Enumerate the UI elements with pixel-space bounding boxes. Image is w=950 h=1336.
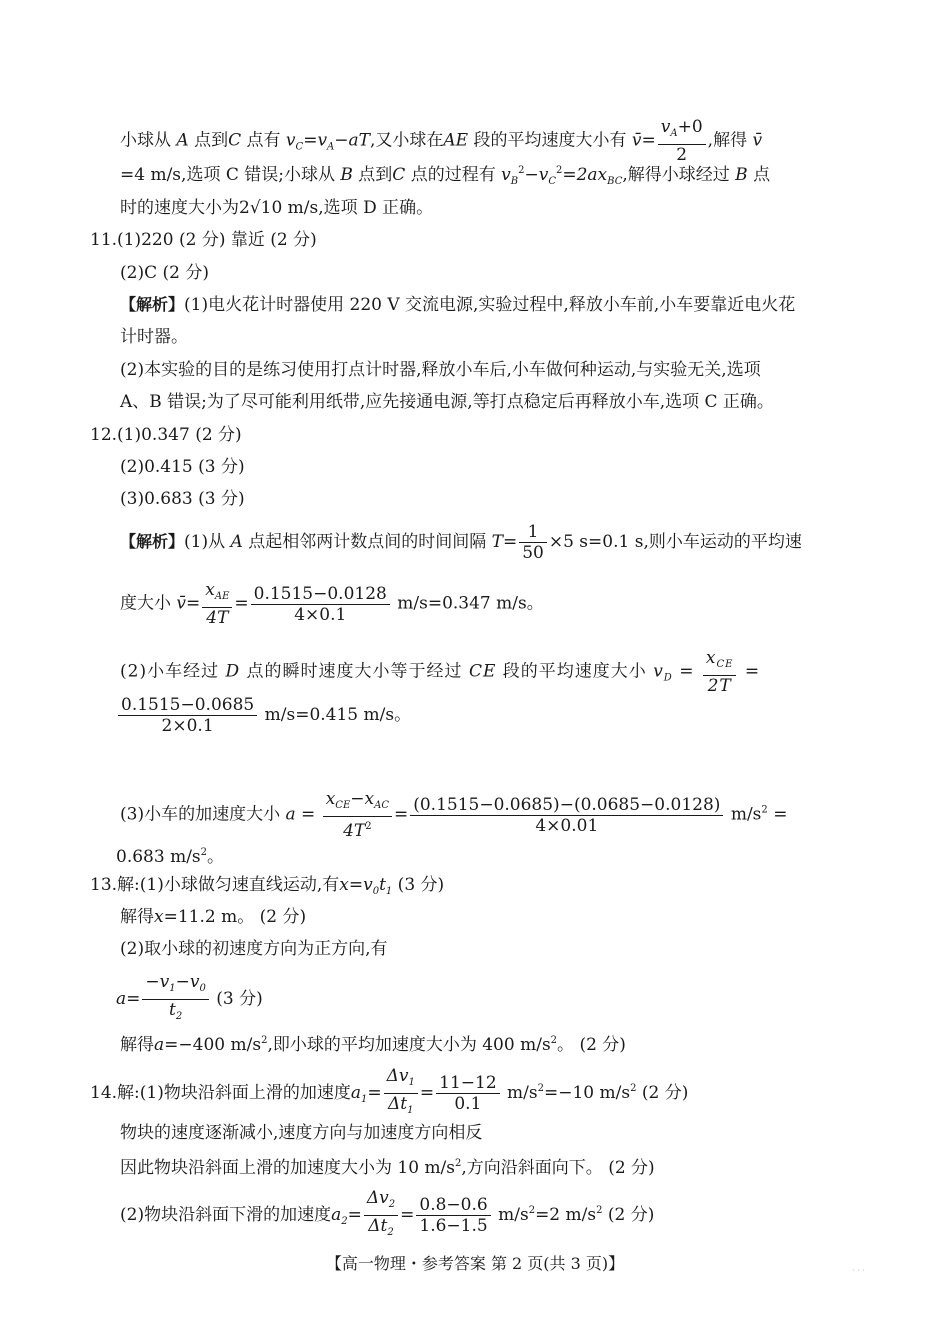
q14-fraction-4: $\frac{0.8-0.6}{1.6-1.5}$ — [416, 1195, 490, 1236]
q14-fraction-1: $\frac{\Delta v_1}{\Delta t_1}$ — [384, 1066, 418, 1121]
q10-line-3: 时的速度大小为2√10 m/s,选项 D 正确。 — [120, 198, 434, 218]
q12-analysis-3: (2)小车经过 D 点的瞬时速度大小等于经过 CE 段的平均速度大小 $v_D$ = $\frac{x_{CE}}{2T}$ = — [120, 648, 761, 696]
q13-fraction: $\frac{-v_1-v_0}{t_2}$ — [142, 972, 208, 1027]
q13-line-4: a= $\frac{-v_1-v_0}{t_2}$ (3 分) — [116, 972, 263, 1027]
q10-line-2: =4 m/s,选项 C 错误;小球从 B 点到C 点的过程有 $v_B^2-v_C^2=2ax_{BC}$,解得小球经过 B 点 — [120, 165, 771, 187]
q12-fraction-1: $\frac{1}{50}$ — [519, 522, 547, 563]
q13-line-1: 13.解:(1)小球做匀速直线运动,有$x=v_0t_1$ (3 分) — [90, 875, 445, 897]
q12-answer-3: (3)0.683 (3 分) — [120, 489, 245, 509]
q12-analysis-1: 【解析】(1)从 A 点起相邻两计数点间的时间间隔 T= $\frac{1}{50}$ ×5 s=0.1 s,则小车运动的平均速 — [120, 522, 802, 563]
q12-analysis-2: 度大小 v̄= $\frac{x_{AE}}{4T}$ = $\frac{0.1515-0.0128}{4\times 0.1}$ m/s=0.347 m/s。 — [120, 580, 544, 628]
q14-line-2: 物块的速度逐渐减小,速度方向与加速度方向相反 — [120, 1123, 483, 1143]
q12-fraction-5: $\frac{0.1515-0.0685}{2\times 0.1}$ — [118, 695, 257, 736]
q11-analysis-4: A、B 错误;为了尽可能利用纸带,应先接通电源,等打点稳定后再释放小车,选项 C 正确。 — [120, 392, 774, 412]
q12-answer-2: (2)0.415 (3 分) — [120, 457, 245, 477]
q13-line-3: (2)取小球的初速度方向为正方向,有 — [120, 939, 388, 959]
q12-analysis-5: (3)小车的加速度大小 a = $\frac{x_{CE}-x_{AC}}{4T^2}$ = $\frac{(0.1515-0.0685)-(0.0685-0.0128)}{4\times 0.01}$ $m/s^2$ = — [120, 789, 788, 841]
q12-fraction-2: $\frac{x_{AE}}{4T}$ — [202, 580, 232, 628]
q12-fraction-3: $\frac{0.1515-0.0128}{4\times 0.1}$ — [251, 584, 390, 625]
page-footer: 【高一物理・参考答案 第 2 页(共 3 页)】 — [325, 1254, 625, 1273]
q12-answer-1: 12.(1)0.347 (2 分) — [90, 425, 242, 445]
analysis-tag: 【解析】 — [120, 295, 185, 314]
q14-line-3: 因此物块沿斜面上滑的加速度大小为 10 $m/s^2$,方向沿斜面向下。 (2 分) — [120, 1158, 655, 1178]
q14-line-1: 14.解:(1)物块沿斜面上滑的加速度$a_1=$ $\frac{\Delta v_1}{\Delta t_1}$ = $\frac{11-12}{0.1}$ $m/s^2=-10$ $m/s^2$ (2 分) — [90, 1066, 688, 1121]
q14-fraction-2: $\frac{11-12}{0.1}$ — [436, 1073, 500, 1114]
q12-fraction-6: $\frac{x_{CE}-x_{AC}}{4T^2}$ — [323, 789, 392, 841]
q11-analysis-1: 【解析】(1)电火花计时器使用 220 V 交流电源,实验过程中,释放小车前,小车要靠近电火花 — [120, 295, 796, 315]
q14-fraction-3: $\frac{\Delta v_2}{\Delta t_2}$ — [364, 1188, 398, 1243]
q11-analysis-2: 计时器。 — [120, 327, 188, 347]
q14-line-4: (2)物块沿斜面下滑的加速度$a_2=$ $\frac{\Delta v_2}{\Delta t_2}$ = $\frac{0.8-0.6}{1.6-1.5}$ $m/s^2=2$ $m/s^2$ (2 分) — [120, 1188, 654, 1243]
decorative-dots: · · · — [852, 1266, 865, 1275]
q13-line-2: 解得x=11.2 m。 (2 分) — [120, 907, 307, 927]
q13-line-5: 解得a=−400 $m/s^2$,即小球的平均加速度大小为 400 $m/s^2$。 (2 分) — [120, 1035, 626, 1055]
q11-analysis-3: (2)本实验的目的是练习使用打点计时器,释放小车后,小车做何种运动,与实验无关,选项 — [120, 360, 761, 380]
q11-answer-1: 11.(1)220 (2 分) 靠近 (2 分) — [90, 230, 317, 250]
q12-analysis-4: $\frac{0.1515-0.0685}{2\times 0.1}$ m/s=0.415 m/s。 — [116, 695, 411, 736]
q11-answer-2: (2)C (2 分) — [120, 263, 209, 283]
q10-fraction: $\frac{v_A+0}{2}$ — [658, 117, 706, 165]
q12-fraction-7: $\frac{(0.1515-0.0685)-(0.0685-0.0128)}{4\times 0.01}$ — [410, 795, 723, 836]
q10-line-1: 小球从 A 点到C 点有 $v_C=v_A-aT$,又小球在AE 段的平均速度大小有 v̄= $\frac{v_A+0}{2}$ ,解得 v̄ — [120, 117, 763, 165]
analysis-tag: 【解析】 — [120, 532, 185, 551]
q12-analysis-6: 0.683 $m/s^2$。 — [116, 847, 225, 867]
q12-fraction-4: $\frac{x_{CE}}{2T}$ — [703, 648, 737, 696]
